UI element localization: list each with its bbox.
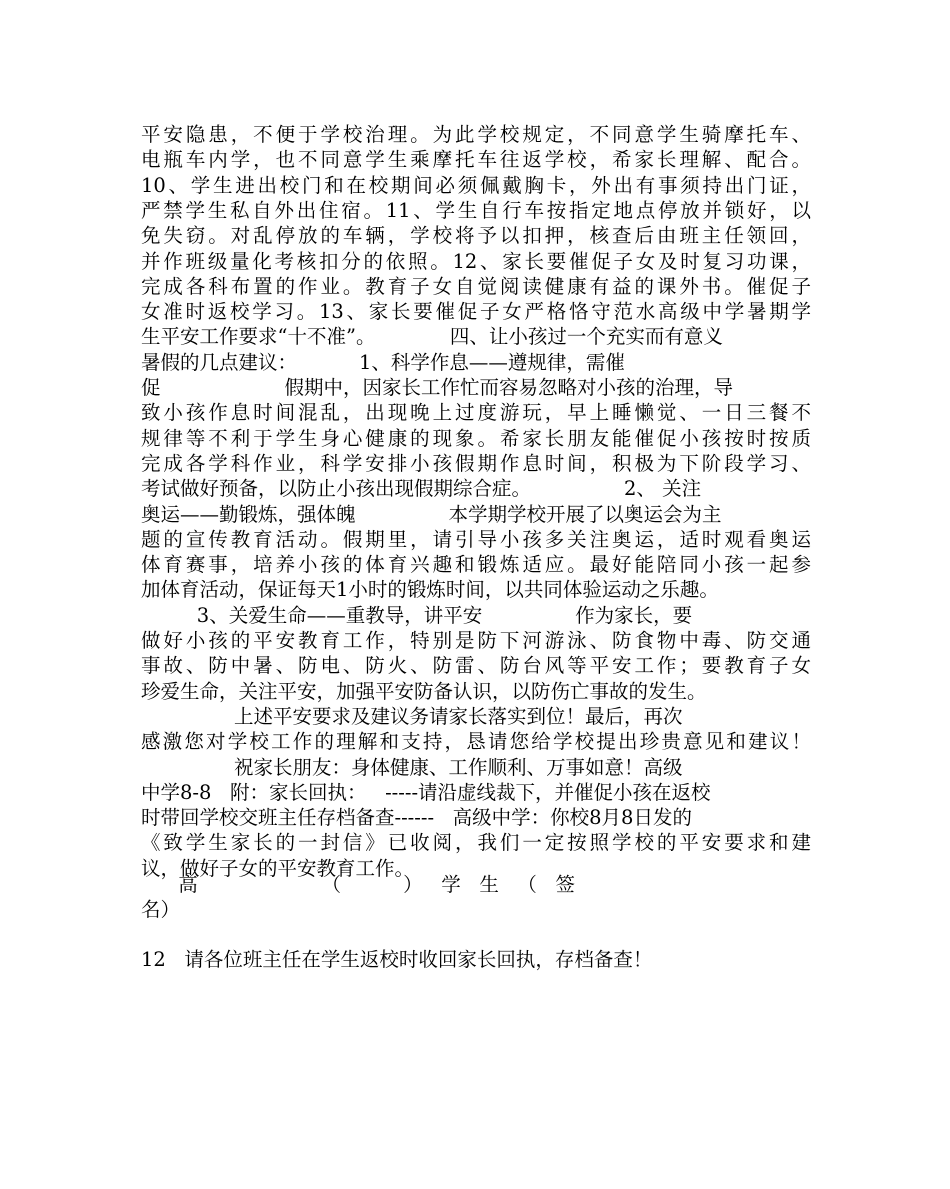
body-line: 生平安工作要求“十不准”。 四、让小孩过一个充实而有意义 bbox=[141, 325, 723, 349]
body-line: 奥运——勤锻炼，强体魄 本学期学校开展了以奥运会为主 bbox=[141, 502, 722, 526]
body-line: 时带回学校交班主任存档备查------ 高级中学：你校8月8日发的 bbox=[141, 806, 692, 830]
signature-line-2: 名） bbox=[141, 898, 181, 921]
body-line: 题的宣传教育活动。假期里，请引导小孩多关注奥运，适时观看奥运 bbox=[141, 527, 811, 551]
body-line: 祝家长朋友：身体健康、工作顺利、万事如意！高级 bbox=[141, 755, 683, 779]
body-line: 免失窃。对乱停放的车辆，学校将予以扣押，核查后由班主任领回， bbox=[141, 224, 811, 248]
signature-line-1: 高 （ ） 学 生 （ 签 bbox=[141, 873, 576, 896]
body-line: 珍爱生命，关注平安，加强平安防备认识，以防伤亡事故的发生。 bbox=[141, 679, 707, 703]
body-line: 中学8-8 附：家长回执： -----请沿虚线裁下，并催促小孩在返校 bbox=[141, 780, 711, 804]
body-line: 严禁学生私自外出住宿。11、学生自行车按指定地点停放并锁好，以 bbox=[141, 198, 811, 222]
body-line: 《致学生家长的一封信》已收阅，我们一定按照学校的平安要求和建 bbox=[141, 831, 811, 855]
parent-signature-line bbox=[141, 922, 811, 947]
body-line: 完成各学科作业，科学安排小孩假期作息时间，积极为下阶段学习、 bbox=[141, 451, 811, 475]
body-line: 考试做好预备，以防止小孩出现假期综合症。 2、 关注 bbox=[141, 477, 702, 501]
body-line: 做好小孩的平安教育工作，特别是防下河游泳、防食物中毒、防交通 bbox=[141, 629, 811, 652]
body-line: 女准时返校学习。13、家长要催促子女严格恪守范水高级中学暑期学 bbox=[141, 300, 811, 324]
body-line: 感激您对学校工作的理解和支持，恳请您给学校提出珍贵意见和建议！ bbox=[141, 730, 811, 754]
body-line: 并作班级量化考核扣分的依照。12、家长要催促子女及时复习功课， bbox=[141, 249, 811, 273]
body-line: 致小孩作息时间混乱，出现晚上过度游玩，早上睡懒觉、一日三餐不 bbox=[141, 401, 811, 425]
body-line: 暑假的几点建议： 1、科学作息——遵规律，需催 bbox=[141, 350, 625, 374]
body-line: 3、关爱生命——重教导，讲平安 作为家长，要 bbox=[141, 603, 693, 627]
body-line: 加体育活动，保证每天1小时的锻炼时间，以共同体验运动之乐趣。 bbox=[141, 578, 719, 602]
body-line: 完成各科布置的作业。教育子女自觉阅读健康有益的课外书。催促子 bbox=[141, 274, 811, 298]
body-line: 10、学生进出校门和在校期间必须佩戴胸卡，外出有事须持出门证， bbox=[141, 173, 811, 197]
body-line: 平安隐患，不便于学校治理。为此学校规定，不同意学生骑摩托车、 bbox=[141, 123, 811, 146]
body-line: 议，做好子女的平安教育工作。 bbox=[141, 856, 415, 880]
body-line: 上述平安要求及建议务请家长落实到位！最后，再次 bbox=[141, 704, 683, 728]
return-receipt-note: 12 请各位班主任在学生返校时收回家长回执，存档备查！ bbox=[141, 948, 653, 971]
body-line: 规律等不利于学生身心健康的现象。希家长朋友能催促小孩按时按质 bbox=[141, 426, 811, 450]
body-line: 事故、防中暑、防电、防火、防雷、防台风等平安工作；要教育子女 bbox=[141, 654, 811, 678]
body-line: 电瓶车内学，也不同意学生乘摩托车往返学校，希家长理解、配合。 bbox=[141, 148, 811, 172]
body-line: 促 假期中，因家长工作忙而容易忽略对小孩的治理，导 bbox=[141, 376, 733, 399]
body-line: 体育赛事，培养小孩的体育兴趣和锻炼适应。最好能陪同小孩一起参 bbox=[141, 553, 811, 577]
